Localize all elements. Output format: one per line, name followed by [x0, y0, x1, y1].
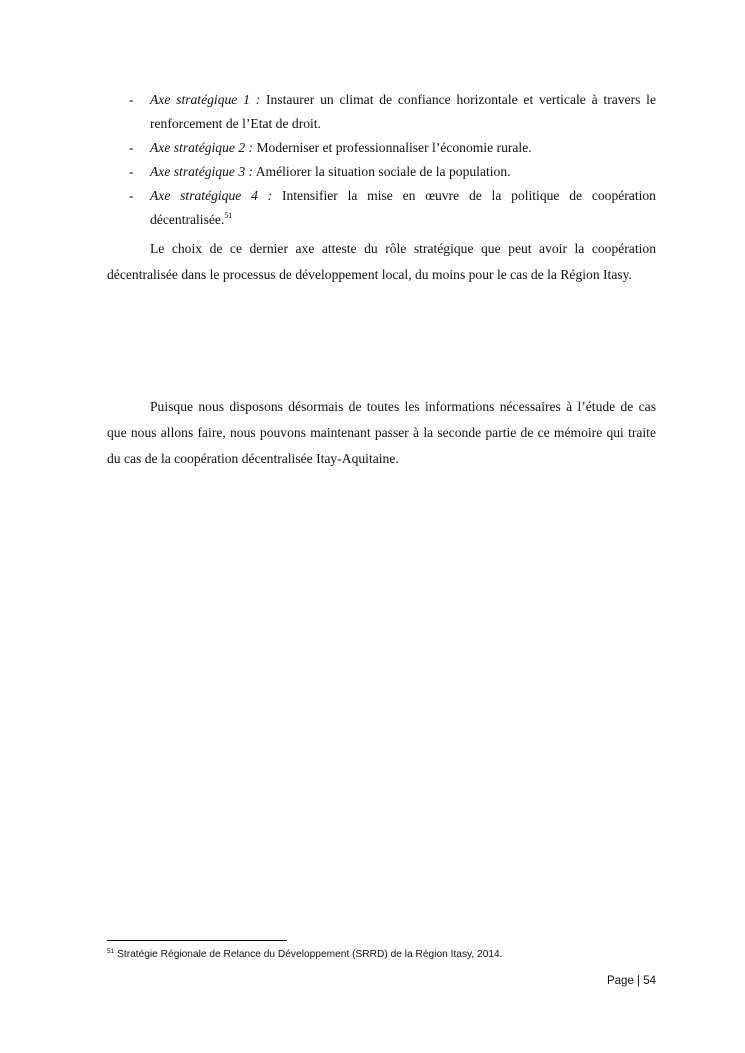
axis-label: Axe stratégique 2 : [150, 140, 254, 155]
paragraph: Puisque nous disposons désormais de toutes les informations nécessaires à l’étude de cas que nous allons faire, nous pouvons maintenant passer à la seconde partie de ce mémoire qui traite du cas de la coopération décentralisée Itay-Aquitaine. [107, 399, 656, 466]
footnote-ref[interactable]: 51 [224, 211, 233, 220]
paragraph-2-block [107, 394, 656, 472]
paragraph: Le choix de ce dernier axe atteste du rôle stratégique que peut avoir la coopération décentralisée dans le processus de développement local, du moins pour le cas de la Région Itasy. [107, 241, 656, 282]
strategic-axes-list [107, 88, 656, 232]
list-dash: - [129, 92, 134, 107]
list-item [107, 88, 656, 136]
axis-label: Axe stratégique 3 : [150, 164, 254, 179]
axis-text: Améliorer la situation sociale de la population. [253, 164, 511, 179]
axis-text: Instaurer un climat de confiance horizontale et verticale à travers le renforcement de l’Etat de droit. [150, 92, 656, 131]
footnote [107, 949, 503, 960]
axis-label: Axe stratégique 1 : [150, 92, 261, 107]
axis-label: Axe stratégique 4 : [150, 188, 273, 203]
list-item [107, 136, 656, 160]
list-item [107, 184, 656, 232]
paragraph-1-block [107, 236, 656, 288]
axis-text: Intensifier la mise en œuvre de la politique de coopération décentralisée. [150, 188, 656, 227]
axis-text: Moderniser et professionnaliser l’économie rurale. [253, 140, 532, 155]
list-dash: - [129, 164, 134, 179]
page-number: Page | 54 [606, 975, 656, 987]
body-text [107, 88, 656, 472]
footnote-text: Stratégie Régionale de Relance du Développement (SRRD) de la Région Itasy, 2014. [114, 949, 503, 960]
footnote-separator [107, 940, 287, 941]
list-item [107, 160, 656, 184]
footnote-number: 51 [107, 948, 115, 955]
list-dash: - [129, 188, 134, 203]
list-dash: - [129, 140, 134, 155]
